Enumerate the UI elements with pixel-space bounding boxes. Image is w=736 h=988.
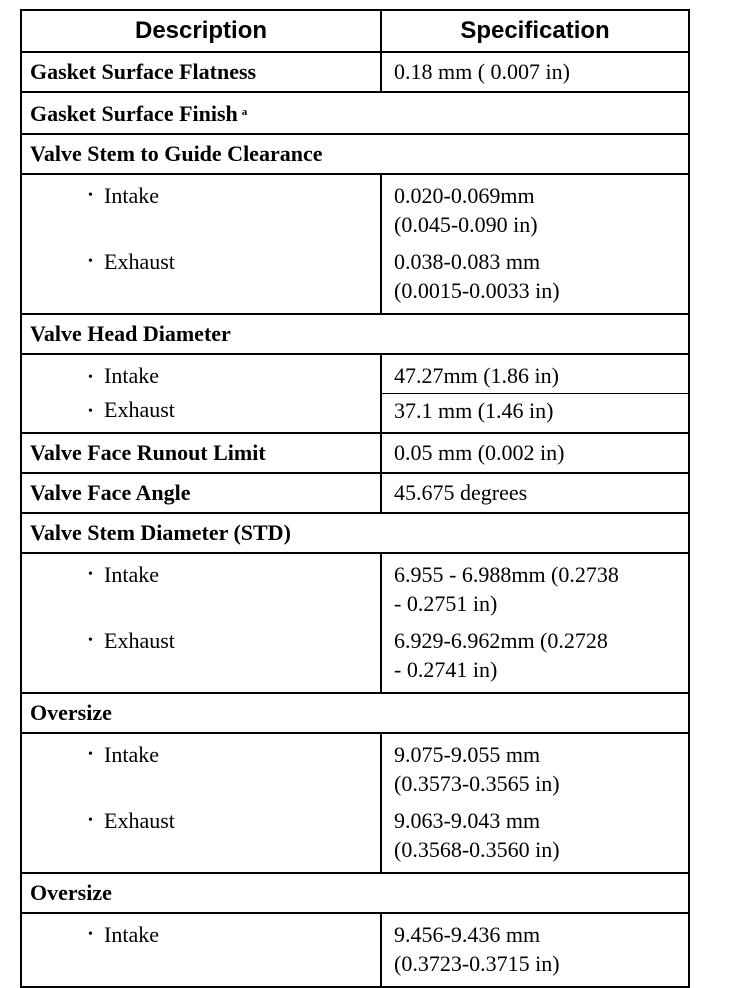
sub-item-value: 6.955 - 6.988mm (0.2738	[394, 562, 619, 587]
sub-item-value: - 0.2751 in)	[394, 591, 498, 616]
row-value: 0.18 mm ( 0.007 in)	[381, 52, 689, 92]
sub-names-cell	[21, 174, 381, 314]
table-row	[21, 693, 689, 733]
bullet-icon: •	[88, 188, 93, 203]
spec-table	[20, 9, 690, 988]
table-row	[21, 314, 689, 354]
table-row	[21, 134, 689, 174]
sub-item-value: 0.020-0.069mm	[394, 183, 535, 208]
sub-item-value: - 0.2741 in)	[394, 657, 498, 682]
row-label: Valve Face Runout Limit	[21, 433, 381, 473]
table-row	[21, 52, 689, 92]
table-row	[21, 92, 689, 134]
sub-item-value: 9.075-9.055 mm	[394, 742, 541, 767]
section-label: Oversize	[21, 693, 689, 733]
sub-values-cell	[381, 174, 689, 314]
bullet-icon: •	[88, 747, 93, 762]
sub-item-value: 37.1 mm (1.46 in)	[394, 398, 554, 423]
bullet-icon: •	[88, 370, 93, 385]
sub-item-name: Exhaust	[104, 397, 175, 422]
sub-names-cell	[21, 913, 381, 987]
sub-item-name: Intake	[104, 922, 159, 947]
column-header-specification: Specification	[381, 10, 689, 52]
bullet-icon: •	[88, 927, 93, 942]
bullet-icon: •	[88, 813, 93, 828]
sub-item-value: (0.3573-0.3565 in)	[394, 771, 560, 796]
sub-names-cell	[21, 553, 381, 693]
sub-item-value: (0.045-0.090 in)	[394, 212, 538, 237]
table-row	[21, 913, 689, 987]
sub-item-name: Intake	[104, 363, 159, 388]
table-row	[21, 174, 689, 314]
row-value: 0.05 mm (0.002 in)	[381, 433, 689, 473]
valve-spec-sheet	[20, 9, 688, 988]
sub-values-cell	[381, 913, 689, 987]
bullet-icon: •	[88, 567, 93, 582]
sub-item-name: Intake	[104, 742, 159, 767]
bullet-icon: •	[88, 404, 93, 419]
bullet-icon: •	[88, 633, 93, 648]
row-label-text: Gasket Surface Finish	[30, 101, 238, 126]
column-header-description: Description	[21, 10, 381, 52]
header-row	[21, 10, 689, 52]
table-row	[21, 873, 689, 913]
table-row	[21, 433, 689, 473]
row-value: 45.675 degrees	[381, 473, 689, 513]
sub-names-cell	[21, 733, 381, 873]
section-label: Valve Stem to Guide Clearance	[21, 134, 689, 174]
sub-item-value: (0.3568-0.3560 in)	[394, 837, 560, 862]
section-label: Oversize	[21, 873, 689, 913]
sub-item-value: 47.27mm (1.86 in)	[382, 359, 688, 394]
sub-item-value: 9.456-9.436 mm	[394, 922, 541, 947]
sub-item-value: 6.929-6.962mm (0.2728	[394, 628, 608, 653]
footnote-marker: a	[241, 106, 248, 118]
row-label: Gasket Surface Flatness	[21, 52, 381, 92]
sub-values-cell	[381, 553, 689, 693]
row-label: Valve Face Angle	[21, 473, 381, 513]
sub-values-cell	[381, 354, 689, 433]
table-row	[21, 553, 689, 693]
table-row	[21, 473, 689, 513]
sub-item-value: (0.3723-0.3715 in)	[394, 951, 560, 976]
sub-item-value: 9.063-9.043 mm	[394, 808, 541, 833]
row-label-full	[21, 92, 689, 134]
table-row	[21, 733, 689, 873]
sub-values-cell	[381, 733, 689, 873]
sub-item-name: Exhaust	[104, 808, 175, 833]
table-row	[21, 513, 689, 553]
section-label: Valve Head Diameter	[21, 314, 689, 354]
sub-item-value: 0.038-0.083 mm	[394, 249, 541, 274]
bullet-icon: •	[88, 254, 93, 269]
sub-item-name: Intake	[104, 183, 159, 208]
table-row	[21, 354, 689, 433]
sub-item-value: (0.0015-0.0033 in)	[394, 278, 560, 303]
sub-item-name: Intake	[104, 562, 159, 587]
sub-item-name: Exhaust	[104, 249, 175, 274]
sub-names-cell	[21, 354, 381, 433]
section-label: Valve Stem Diameter (STD)	[21, 513, 689, 553]
sub-item-name: Exhaust	[104, 628, 175, 653]
